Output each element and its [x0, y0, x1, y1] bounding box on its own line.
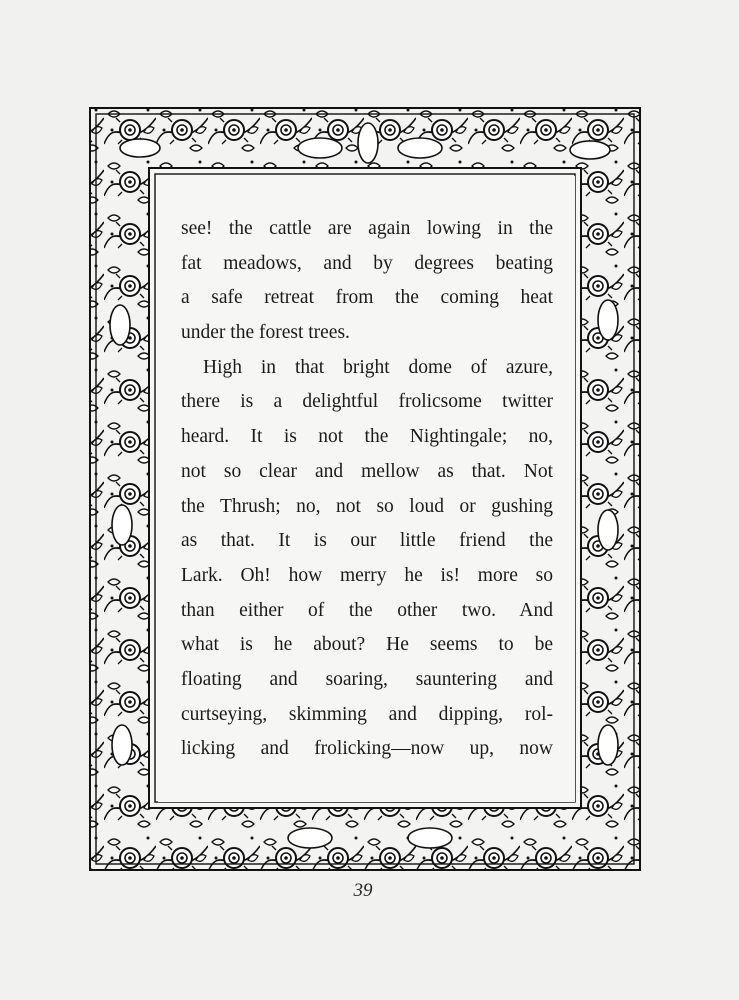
- text-line: a safe retreat from the coming heat: [181, 287, 553, 309]
- text-line: not so clear and mellow as that. Not: [181, 460, 553, 482]
- text-line: as that. It is our little friend the: [181, 530, 553, 552]
- text-line: fat meadows, and by degrees beating: [181, 252, 553, 274]
- text-line: floating and soaring, sauntering and: [181, 668, 553, 690]
- body-text: [181, 212, 553, 767]
- text-line: what is he about? He seems to be: [181, 634, 553, 656]
- text-line: there is a delightful frolicsome twitter: [181, 391, 553, 413]
- text-line: the Thrush; no, not so loud or gushing: [181, 495, 553, 517]
- text-line: heard. It is not the Nightingale; no,: [181, 426, 553, 448]
- text-line: see! the cattle are again lowing in the: [181, 218, 553, 239]
- text-line: Lark. Oh! how merry he is! more so: [181, 564, 553, 586]
- text-line: licking and frolicking—now up, now: [181, 738, 553, 760]
- text-line: curtseying, skimming and dipping, rol-: [181, 703, 553, 725]
- text-line: under the forest trees.: [181, 322, 350, 344]
- page-number: 39: [353, 880, 373, 901]
- text-line: High in that bright dome of azure,: [203, 356, 553, 378]
- text-line: than either of the other two. And: [181, 599, 553, 621]
